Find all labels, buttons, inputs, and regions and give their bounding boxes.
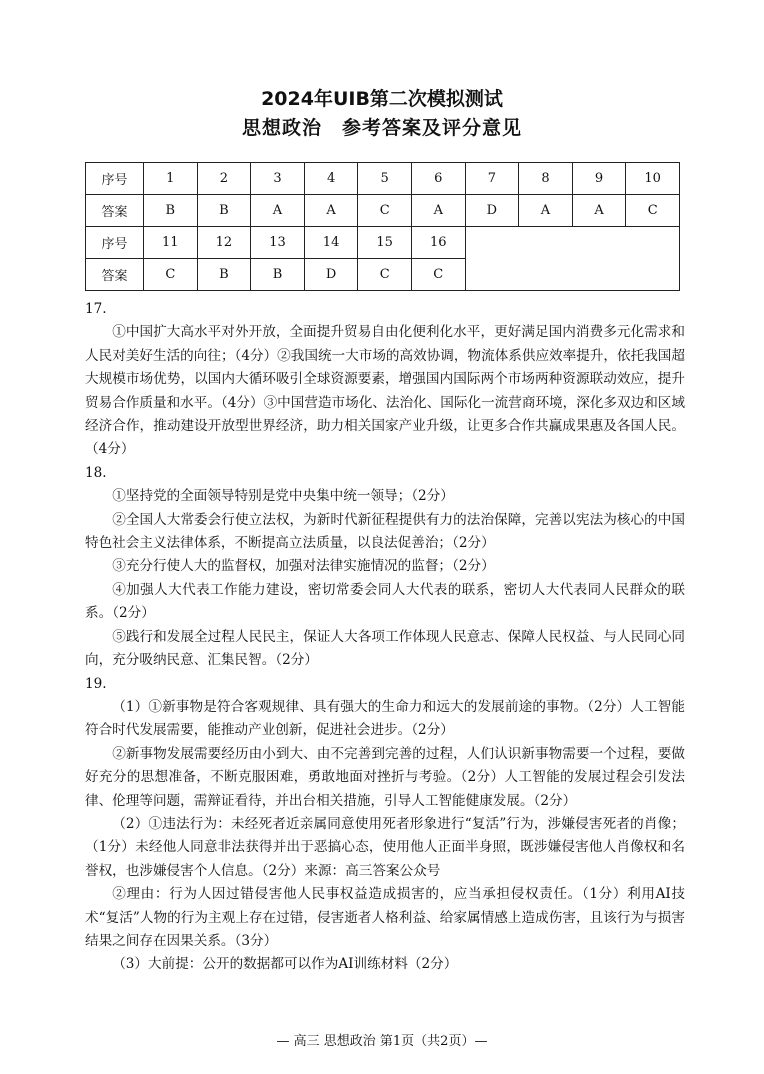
table-cell: 4 [304,163,358,195]
table-cell: B [197,195,251,227]
table-cell: 序号 [86,227,144,259]
table-cell: 16 [411,227,465,259]
table-cell: A [572,195,626,227]
table-cell: 13 [251,227,305,259]
answer-paragraph: ④加强人大代表工作能力建设，密切常委会同人大代表的联系，密切人大代表同人民群众的联系。（2分） [85,581,685,622]
table-cell: C [144,259,198,291]
table-cell: 10 [626,163,680,195]
table-cell: A [251,195,305,227]
table-cell: 12 [197,227,251,259]
answer-paragraph: ②全国人大常委会行使立法权，为新时代新征程提供有力的法治保障，完善以宪法为核心的中国特色社会主义法律体系，不断提高立法质量，以良法促善治；（2分） [85,511,685,552]
table-cell: 8 [519,163,573,195]
table-cell: D [465,195,519,227]
answer-table [85,162,680,291]
page-title: 2024年UIB第二次模拟测试 [261,88,503,110]
page-subtitle: 思想政治 参考答案及评分意见 [241,117,522,139]
table-cell: A [519,195,573,227]
answer-paragraph: ⑤践行和发展全过程人民民主，保证人大各项工作体现人民意志、保障人民权益、与人民同心同向，充分吸纳民意、汇集民智。（2分） [85,628,685,669]
table-cell: 14 [304,227,358,259]
table-cell: 答案 [86,195,144,227]
answer-paragraph: （2）①违法行为：未经死者近亲属同意使用死者形象进行“复活”行为，涉嫌侵害死者的肖像；（1分）未经他人同意非法获得并出于恶搞心态，使用他人正面半身照，既涉嫌侵害他人肖像权和名誉权，也涉嫌侵害个人信息。（2分）来源：高三答案公众号 [85,815,685,879]
table-cell: 11 [144,227,198,259]
table-row [86,195,680,227]
question-number: 18. [85,464,107,481]
table-cell: C [626,195,680,227]
table-cell: B [144,195,198,227]
question-number: 19. [85,675,107,692]
table-cell: D [304,259,358,291]
table-cell: 5 [358,163,412,195]
answer-paragraph: ③充分行使人大的监督权，加强对法律实施情况的监督；（2分） [112,558,495,575]
table-cell: 3 [251,163,305,195]
table-cell: A [411,195,465,227]
table-cell: C [358,259,412,291]
table-cell: C [411,259,465,291]
table-cell: 15 [358,227,412,259]
empty-cell [465,227,679,291]
answer-body [85,298,685,977]
page-footer: — 高三 思想政治 第1页（共2页）— [276,1034,488,1049]
table-cell: A [304,195,358,227]
table-cell: 2 [197,163,251,195]
table-cell: 序号 [86,163,144,195]
table-cell: 9 [572,163,626,195]
table-row [86,163,680,195]
table-cell: 6 [411,163,465,195]
question-number: 17. [85,301,107,317]
table-cell: 答案 [86,259,144,291]
table-cell: B [197,259,251,291]
table-cell: C [358,195,412,227]
answer-paragraph: ②理由：行为人因过错侵害他人民事权益造成损害的，应当承担侵权责任。（1分）利用AI技术“复活”人物的行为主观上存在过错，侵害逝者人格利益、给家属情感上造成伤害，且该行为与损害结果之间存在因果关系。（3分） [85,886,685,949]
table-row [86,227,680,259]
answer-paragraph: （1）①新事物是符合客观规律、具有强大的生命力和远大的发展前途的事物。（2分）人工智能符合时代发展需要，能推动产业创新，促进社会进步。（2分） [85,698,685,739]
answer-paragraph: ②新事物发展需要经历由小到大、由不完善到完善的过程，人们认识新事物需要一个过程，要做好充分的思想准备，不断克服困难，勇敢地面对挫折与考验。（2分）人工智能的发展过程会引发法律、伦理等问题，需辩证看待，并出台相关措施，引导人工智能健康发展。（2分） [85,745,685,809]
table-cell: 7 [465,163,519,195]
table-cell: 1 [144,163,198,195]
table-cell: B [251,259,305,291]
answer-paragraph: ①中国扩大高水平对外开放，全面提升贸易自由化便利化水平，更好满足国内消费多元化需求和人民对美好生活的向往；（4分）②我国统一大市场的高效协调，物流体系供应效率提升，依托我国超大规模市场优势，以国内大循环吸引全球资源要素，增强国内国际两个市场两种资源联动效应，提升贸易合作质量和水平。（4分）③中国营造市场化、法治化、国际化一流营商环境，深化多双边和区域经济合作，推动建设开放型世界经济，助力相关国家产业升级，让更多合作共赢成果惠及各国人民。（4分） [85,324,685,458]
answer-paragraph: （3）大前提：公开的数据都可以作为AI训练材料（2分） [112,956,458,973]
answer-paragraph: ①坚持党的全面领导特别是党中央集中统一领导；（2分） [112,488,454,505]
